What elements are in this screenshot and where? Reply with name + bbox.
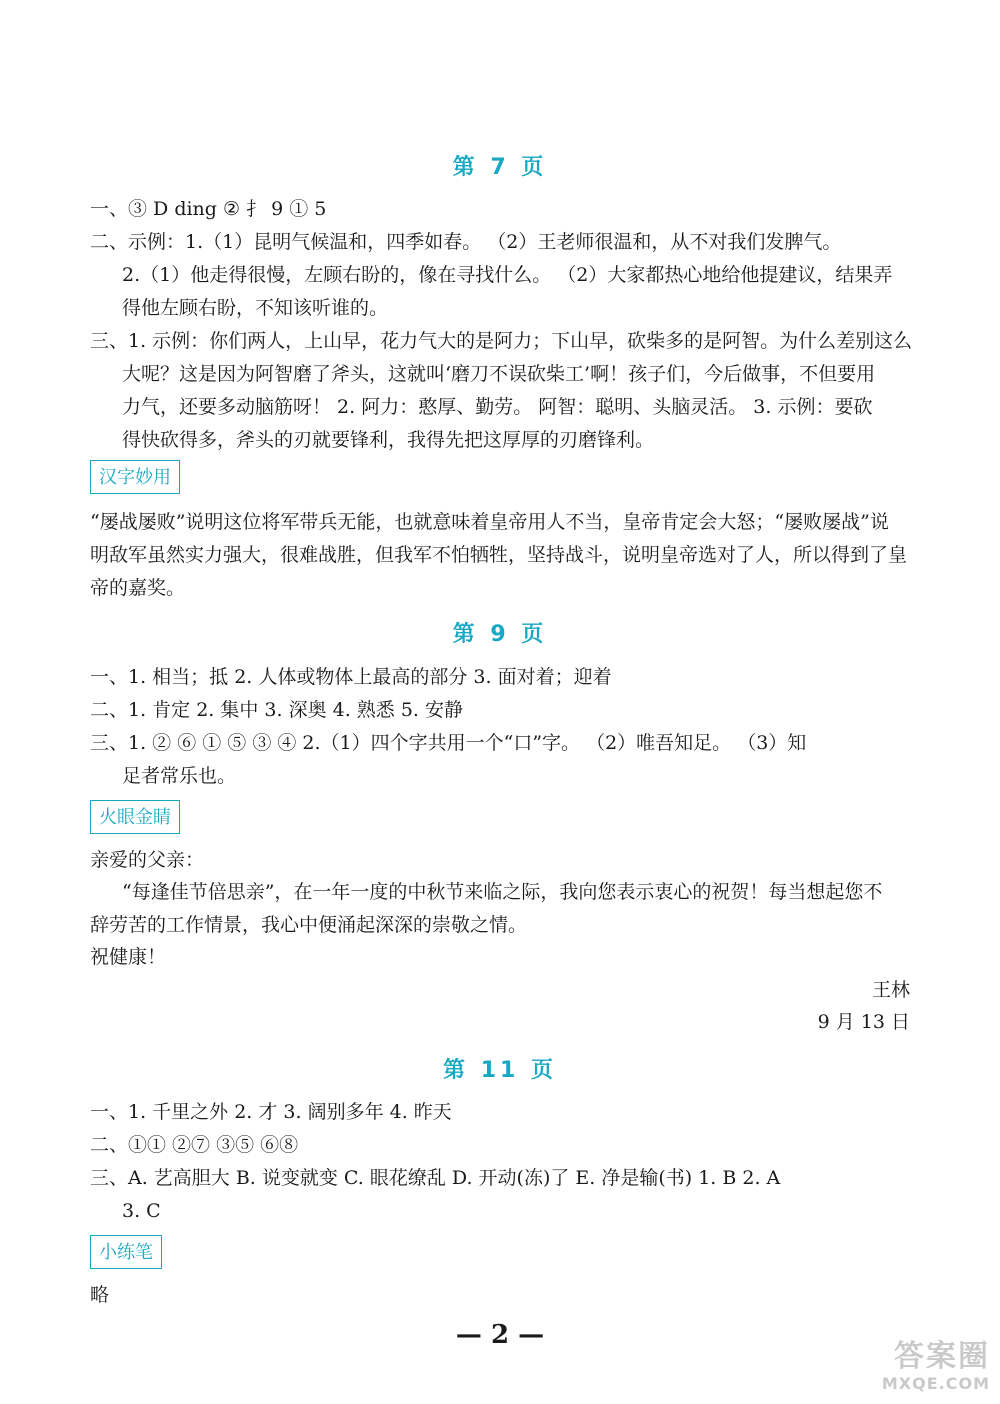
p7-part-2-line-1: 二、示例：1.（1）昆明气候温和，四季如春。 （2）王老师很温和，从不对我们发脾气。 <box>90 231 842 253</box>
p11-part-3-line-2: 3. C <box>122 1200 161 1222</box>
box-label-huoyan-jinjing: 火眼金睛 <box>90 800 180 834</box>
p11-box-text: 略 <box>90 1284 110 1306</box>
p7-part-3-line-2: 大呢？这是因为阿智磨了斧头，这就叫‘磨刀不误砍柴工’啊！孩子们，今后做事，不但要用 <box>122 363 876 385</box>
p7-part-3-line-1: 三、1. 示例：你们两人，上山早，花力气大的是阿力；下山早，砍柴多的是阿智。为什么差别这么 <box>90 330 913 352</box>
p11-part-3-line-1: 三、A. 艺高胆大 B. 说变就变 C. 眼花缭乱 D. 开动(冻)了 E. 净是输(书) 1. B 2. A <box>90 1167 781 1189</box>
p11-part-2: 二、①① ②⑦ ③⑤ ⑥⑧ <box>90 1134 299 1156</box>
section-title-page-11: 第 11 页 <box>443 1058 557 1083</box>
p7-box-text-2: 明敌军虽然实力强大，很难战胜，但我军不怕牺牲，坚持战斗，说明皇帝选对了人，所以得到了皇 <box>90 544 908 566</box>
p9-part-1: 一、1. 相当；抵 2. 人体或物体上最高的部分 3. 面对着；迎着 <box>90 666 612 688</box>
box-label-xiao-lianbi: 小练笔 <box>90 1235 162 1269</box>
watermark-top: 答案圈 <box>894 1339 990 1374</box>
p7-part-3-line-3: 力气，还要多动脑筋呀！ 2. 阿力：憨厚、勤劳。 阿智：聪明、头脑灵活。 3. 示例：要砍 <box>122 396 873 418</box>
section-title-page-9: 第 9 页 <box>452 622 548 647</box>
p7-part-2-line-3: 得他左顾右盼，不知该听谁的。 <box>122 297 389 319</box>
letter-salutation: 亲爱的父亲： <box>90 849 205 871</box>
p11-part-1: 一、1. 千里之外 2. 才 3. 阔别多年 4. 昨天 <box>90 1101 452 1123</box>
letter-signature: 王林 <box>871 979 910 1001</box>
letter-body-2: 辞劳苦的工作情景，我心中便涌起深深的崇敬之情。 <box>90 914 528 936</box>
p7-box-text-1: “屡战屡败”说明这位将军带兵无能，也就意味着皇帝用人不当，皇帝肯定会大怒；“屡败屡战”说 <box>90 511 889 533</box>
letter-closing: 祝健康！ <box>90 946 167 968</box>
p7-part-3-line-4: 得快砍得多，斧头的刃就要锋利，我得先把这厚厚的刃磨锋利。 <box>122 429 655 451</box>
letter-date: 9 月 13 日 <box>817 1011 910 1033</box>
watermark-bottom: MXQE.COM <box>881 1374 990 1393</box>
p9-part-3-line-2: 足者常乐也。 <box>122 765 237 787</box>
p9-part-3-line-1: 三、1. ② ⑥ ① ⑤ ③ ④ 2.（1）四个字共用一个“口”字。 （2）唯吾知足。 （3）知 <box>90 732 807 754</box>
page-number: — 2 — <box>455 1320 545 1350</box>
p7-part-1: 一、③ D ding ② 扌 9 ① 5 <box>90 198 327 220</box>
box-label-hanzi-miaoyong: 汉字妙用 <box>90 460 180 494</box>
section-title-page-7: 第 7 页 <box>452 155 548 180</box>
letter-body-1: “每逢佳节倍思亲”，在一年一度的中秋节来临之际，我向您表示衷心的祝贺！每当想起您不 <box>122 881 883 903</box>
p9-part-2: 二、1. 肯定 2. 集中 3. 深奥 4. 熟悉 5. 安静 <box>90 699 463 721</box>
p7-box-text-3: 帝的嘉奖。 <box>90 577 186 599</box>
watermark-logo <box>820 1340 990 1400</box>
p7-part-2-line-2: 2.（1）他走得很慢，左顾右盼的，像在寻找什么。 （2）大家都热心地给他提建议，结果弄 <box>122 264 893 286</box>
